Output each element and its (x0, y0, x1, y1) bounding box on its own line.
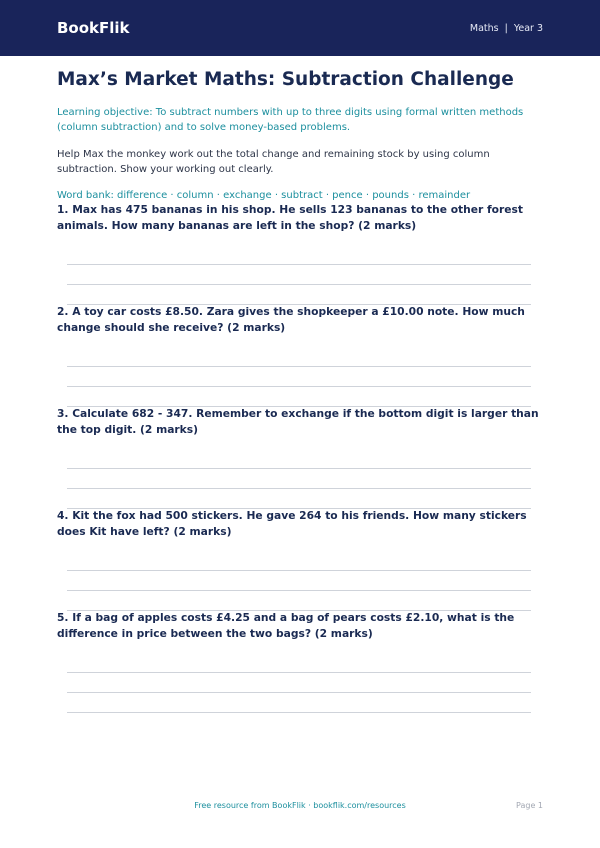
page-title: Max’s Market Maths: Subtraction Challenge (57, 69, 514, 90)
question-4 (57, 508, 543, 539)
word-bank: Word bank: difference · column · exchange · subtract · pence · pounds · remainder (57, 190, 471, 201)
page-header (0, 0, 600, 56)
instructions-text: Help Max the monkey work out the total change and remaining stock by using column subtraction. Show your working out clearly. (57, 149, 490, 175)
question-text: 1. Max has 475 bananas in his shop. He sells 123 bananas to the other forest animals. How many bananas are left in the shop? (2 marks) (57, 203, 523, 232)
question-text: 4. Kit the fox had 500 stickers. He gave 264 to his friends. How many stickers does Kit have left? (2 marks) (57, 509, 527, 538)
answer-line[interactable] (67, 488, 531, 489)
year-label: Year 3 (513, 22, 543, 34)
answer-line[interactable] (67, 590, 531, 591)
answer-line[interactable] (67, 468, 531, 469)
question-3 (57, 406, 543, 437)
subject-year-label (470, 23, 543, 34)
answer-line[interactable] (67, 570, 531, 571)
footer-credit-link[interactable]: Free resource from BookFlik · bookflik.com/resources (194, 801, 406, 810)
question-text: 3. Calculate 682 - 347. Remember to exchange if the bottom digit is larger than the top digit. (2 marks) (57, 407, 539, 436)
question-text: 5. If a bag of apples costs £4.25 and a bag of pears costs £2.10, what is the difference in price between the two bags? (2 marks) (57, 611, 515, 640)
brand-logo[interactable]: BookFlik (57, 19, 130, 37)
question-2 (57, 304, 543, 335)
page-footer (0, 801, 600, 815)
worksheet-body (57, 60, 543, 203)
learning-objective: Learning objective: To subtract numbers with up to three digits using formal written methods (column subtraction) and to solve money-based problems. (57, 107, 524, 133)
answer-line[interactable] (67, 366, 531, 367)
answer-line[interactable] (67, 692, 531, 693)
answer-line[interactable] (67, 712, 531, 713)
question-1 (57, 202, 543, 233)
question-text: 2. A toy car costs £8.50. Zara gives the shopkeeper a £10.00 note. How much change should she receive? (2 marks) (57, 305, 525, 334)
question-5 (57, 610, 543, 641)
subject-label: Maths (469, 22, 499, 34)
answer-line[interactable] (67, 284, 531, 285)
meta-separator: | (504, 22, 508, 34)
answer-line[interactable] (67, 264, 531, 265)
page-number: Page 1 (516, 801, 543, 810)
answer-line[interactable] (67, 386, 531, 387)
answer-line[interactable] (67, 672, 531, 673)
